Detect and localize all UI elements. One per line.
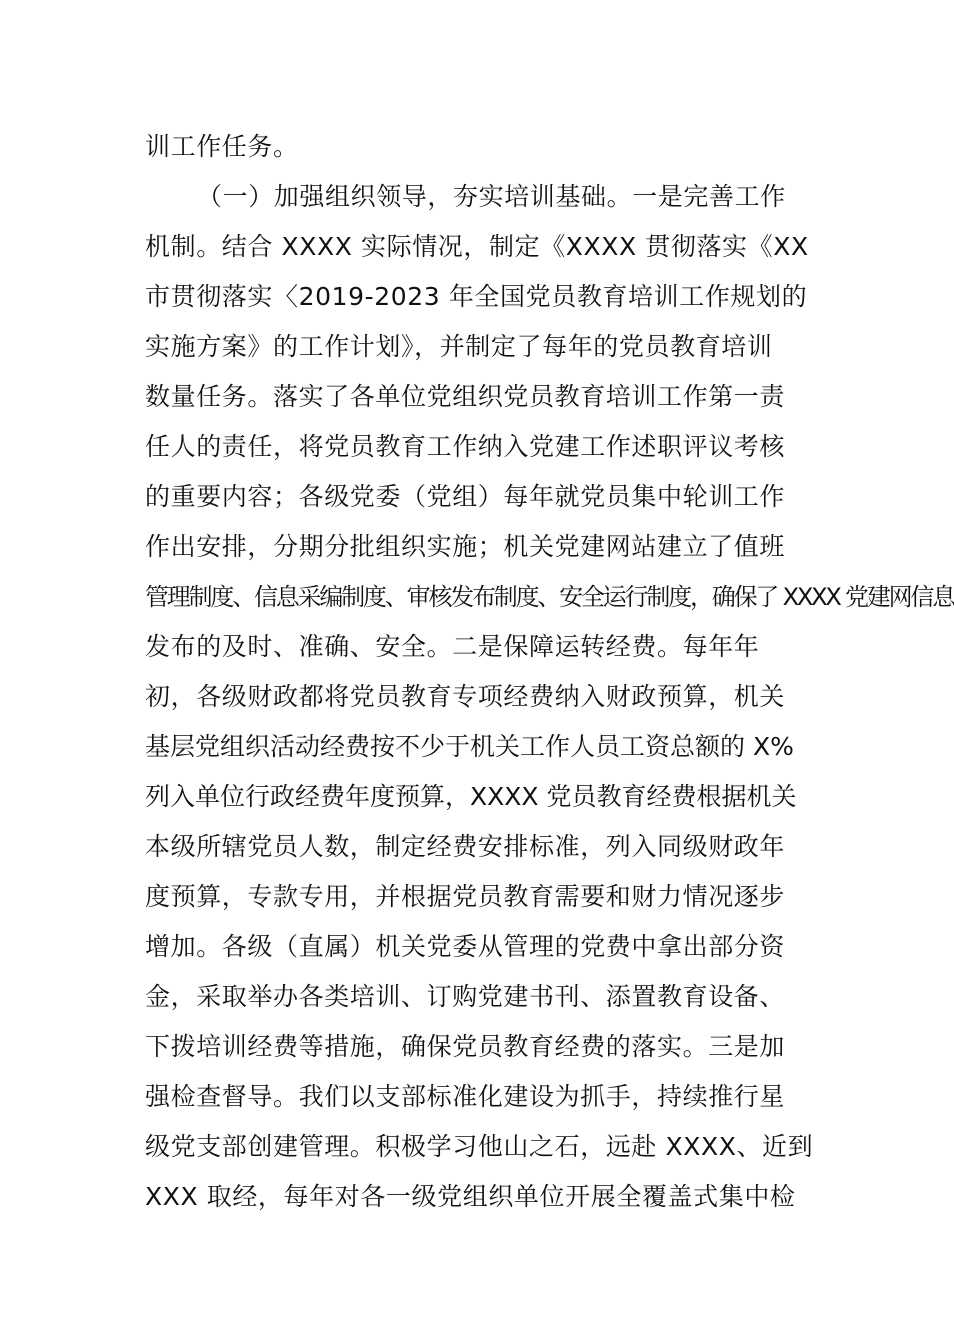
text-line: 本级所辖党员人数，制定经费安排标准，列入同级财政年 <box>145 832 786 861</box>
text-line: 数量任务。落实了各单位党组织党员教育培训工作第一责 <box>145 382 786 411</box>
text-line: 发布的及时、准确、安全。二是保障运转经费。每年年 <box>145 632 760 661</box>
text-line: 级党支部创建管理。积极学习他山之石，远赴 XXXX、近到 <box>145 1132 814 1161</box>
text-line: 市贯彻落实〈2019-2023 年全国党员教育培训工作规划的 <box>145 282 808 311</box>
text-line: 金，采取举办各类培训、订购党建书刊、添置教育设备、 <box>145 982 786 1011</box>
text-line-overlapped: 管理制度、信息采编制度、审核发布制度、安全运行制度，确保了 XXXX 党建网信息 <box>145 583 954 611</box>
body-text <box>145 122 954 1222</box>
text-line: 下拨培训经费等措施，确保党员教育经费的落实。三是加 <box>145 1032 786 1061</box>
text-line: 任人的责任，将党员教育工作纳入党建工作述职评议考核 <box>145 432 786 461</box>
text-line: 列入单位行政经费年度预算，XXXX 党员教育经费根据机关 <box>145 782 797 811</box>
text-line: 基层党组织活动经费按不少于机关工作人员工资总额的 X% <box>145 732 794 761</box>
text-line <box>145 222 810 272</box>
text-line: 增加。各级（直属）机关党委从管理的党费中拿出部分资 <box>145 932 786 961</box>
text-line: XXX 取经，每年对各一级党组织单位开展全覆盖式集中检 <box>145 1182 796 1211</box>
text-line: （一）加强组织领导，夯实培训基础。一是完善工作 <box>197 182 786 211</box>
text-line: 实施方案》的工作计划》，并制定了每年的党员教育培训 <box>145 332 773 361</box>
text-line-content: 机制。结合 XXXX 实际情况，制定《XXXX 贯彻落实《XX <box>145 232 809 261</box>
text-line: 的重要内容；各级党委（党组）每年就党员集中轮训工作 <box>145 482 786 511</box>
text-line: 作出安排，分期分批组织实施；机关党建网站建立了值班 <box>145 532 786 561</box>
text-line: 初，各级财政都将党员教育专项经费纳入财政预算，机关 <box>145 682 786 711</box>
text-line: 训工作任务。 <box>145 132 299 161</box>
text-line: 强检查督导。我们以支部标准化建设为抓手，持续推行星 <box>145 1082 786 1111</box>
text-line: 度预算，专款专用，并根据党员教育需要和财力情况逐步 <box>145 882 786 911</box>
